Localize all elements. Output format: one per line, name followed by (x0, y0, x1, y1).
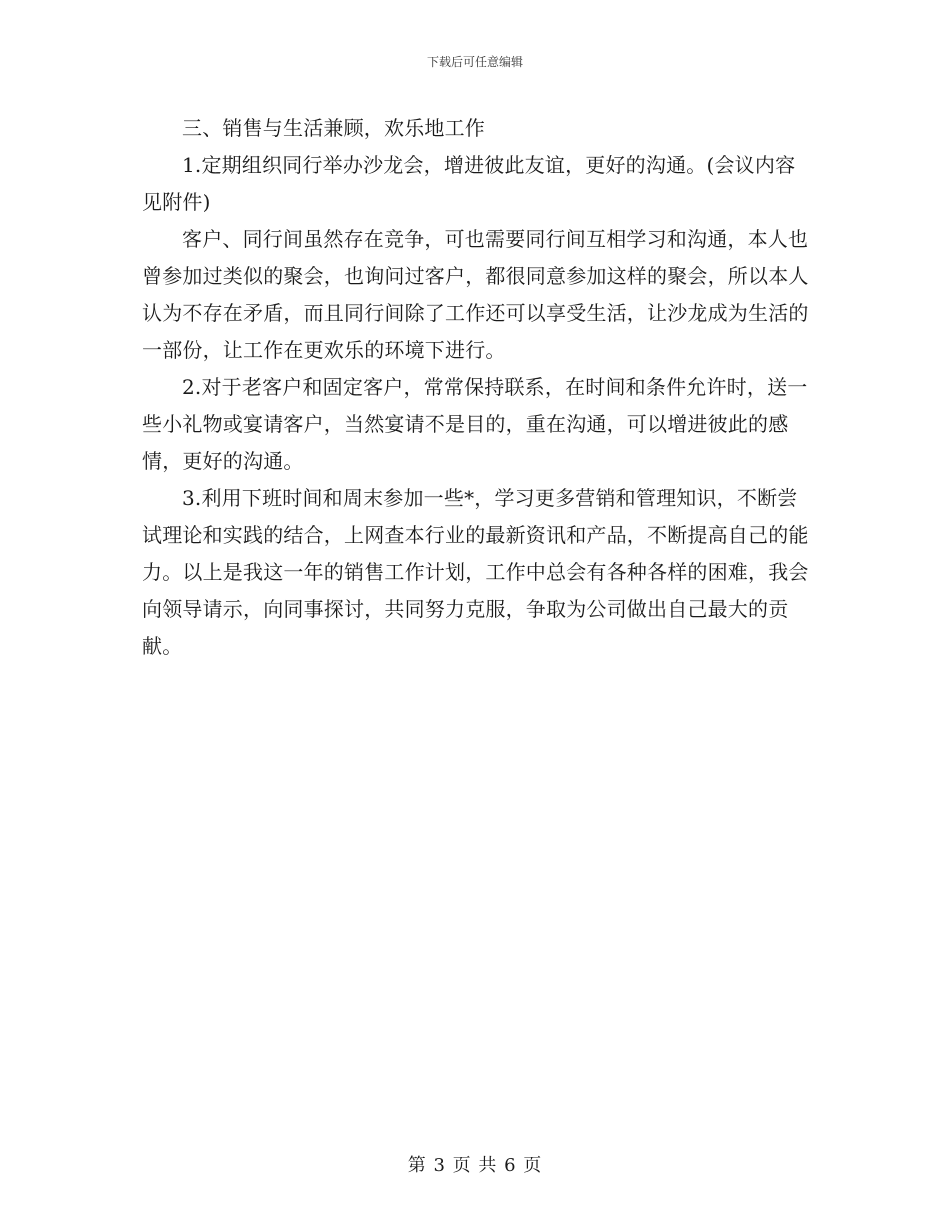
document-body (142, 110, 810, 665)
paragraph-item-1: 1.定期组织同行举办沙龙会，增进彼此友谊，更好的沟通。(会议内容见附件) (142, 153, 796, 214)
paragraph-item-2: 2.对于老客户和固定客户，常常保持联系，在时间和条件允许时，送一些小礼物或宴请客户，当然宴请不是目的，重在沟通，可以增进彼此的感情，更好的沟通。 (142, 375, 808, 473)
section-heading: 三、销售与生活兼顾，欢乐地工作 (182, 116, 485, 140)
paragraph-body-1: 客户、同行间虽然存在竞争，可也需要同行间互相学习和沟通，本人也曾参加过类似的聚会，也询问过客户，都很同意参加这样的聚会，所以本人认为不存在矛盾，而且同行间除了工作还可以享受生活，让沙龙成为生活的一部份，让工作在更欢乐的环境下进行。 (142, 227, 809, 362)
paragraph-item-3: 3.利用下班时间和周末参加一些*，学习更多营销和管理知识，不断尝试理论和实践的结合，上网查本行业的最新资讯和产品，不断提高自己的能力。以上是我这一年的销售工作计划，工作中总会有各种各样的困难，我会向领导请示，向同事探讨，共同努力克服，争取为公司做出自己最大的贡献。 (142, 486, 809, 658)
page-number: 第 3 页 共 6 页 (407, 1155, 543, 1176)
page-header-note: 下载后可任意编辑 (426, 55, 523, 69)
